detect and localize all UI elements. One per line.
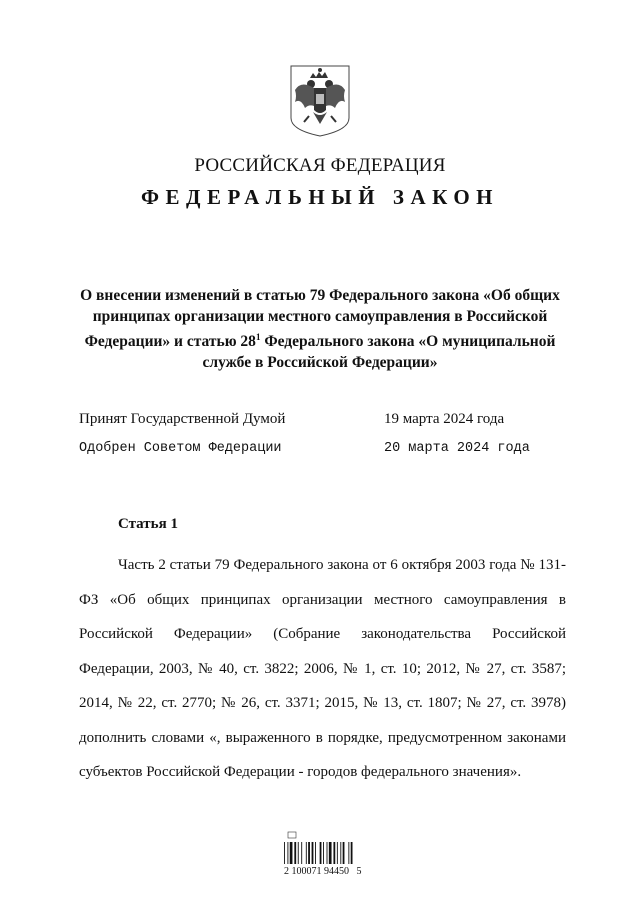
adopted-date: 19 марта 2024 года — [384, 411, 505, 427]
law-title-part1: О внесении изменений в статью 79 Федерального закона «Об общих принципах организации местного самоуправления в Российской Федерации» и статью 28 — [80, 287, 560, 350]
law-title — [80, 285, 560, 373]
document-type-heading: ФЕДЕРАЛЬНЫЙ ЗАКОН — [141, 185, 499, 209]
approved-date: 20 марта 2024 года — [384, 441, 530, 456]
article-body — [79, 548, 566, 790]
law-title-superscript: 1 — [255, 332, 261, 342]
barcode-number: 2 100071 94450 5 — [284, 866, 362, 877]
coat-of-arms-icon — [287, 64, 353, 138]
approved-label: Одобрен Советом Федерации — [79, 441, 282, 456]
country-heading: РОССИЙСКАЯ ФЕДЕРАЦИЯ — [194, 155, 446, 176]
article-paragraph: Часть 2 статьи 79 Федерального закона от 6 октября 2003 года № 131-ФЗ «Об общих принципах организации местного самоуправления в Российской Федерации» (Собрание законодательства Российской Федерации, 2003, № 40, ст. 3822; 2006, № 1, ст. 10; 2012, № 27, ст. 3587; 2014, № 22, ст. 2770; № 26, ст. 3371; 2015, № 13, ст. 1807; № 27, ст. 3978) дополнить словами «, выраженного в порядке, предусмотренном законами субъектов Российской Федерации - городов федерального значения». — [79, 557, 566, 780]
adopted-label: Принят Государственной Думой — [79, 411, 286, 427]
law-title-part2: Федерального закона «О муниципальной службе в Российской Федерации» — [202, 333, 556, 371]
article-heading: Статья 1 — [118, 516, 178, 532]
